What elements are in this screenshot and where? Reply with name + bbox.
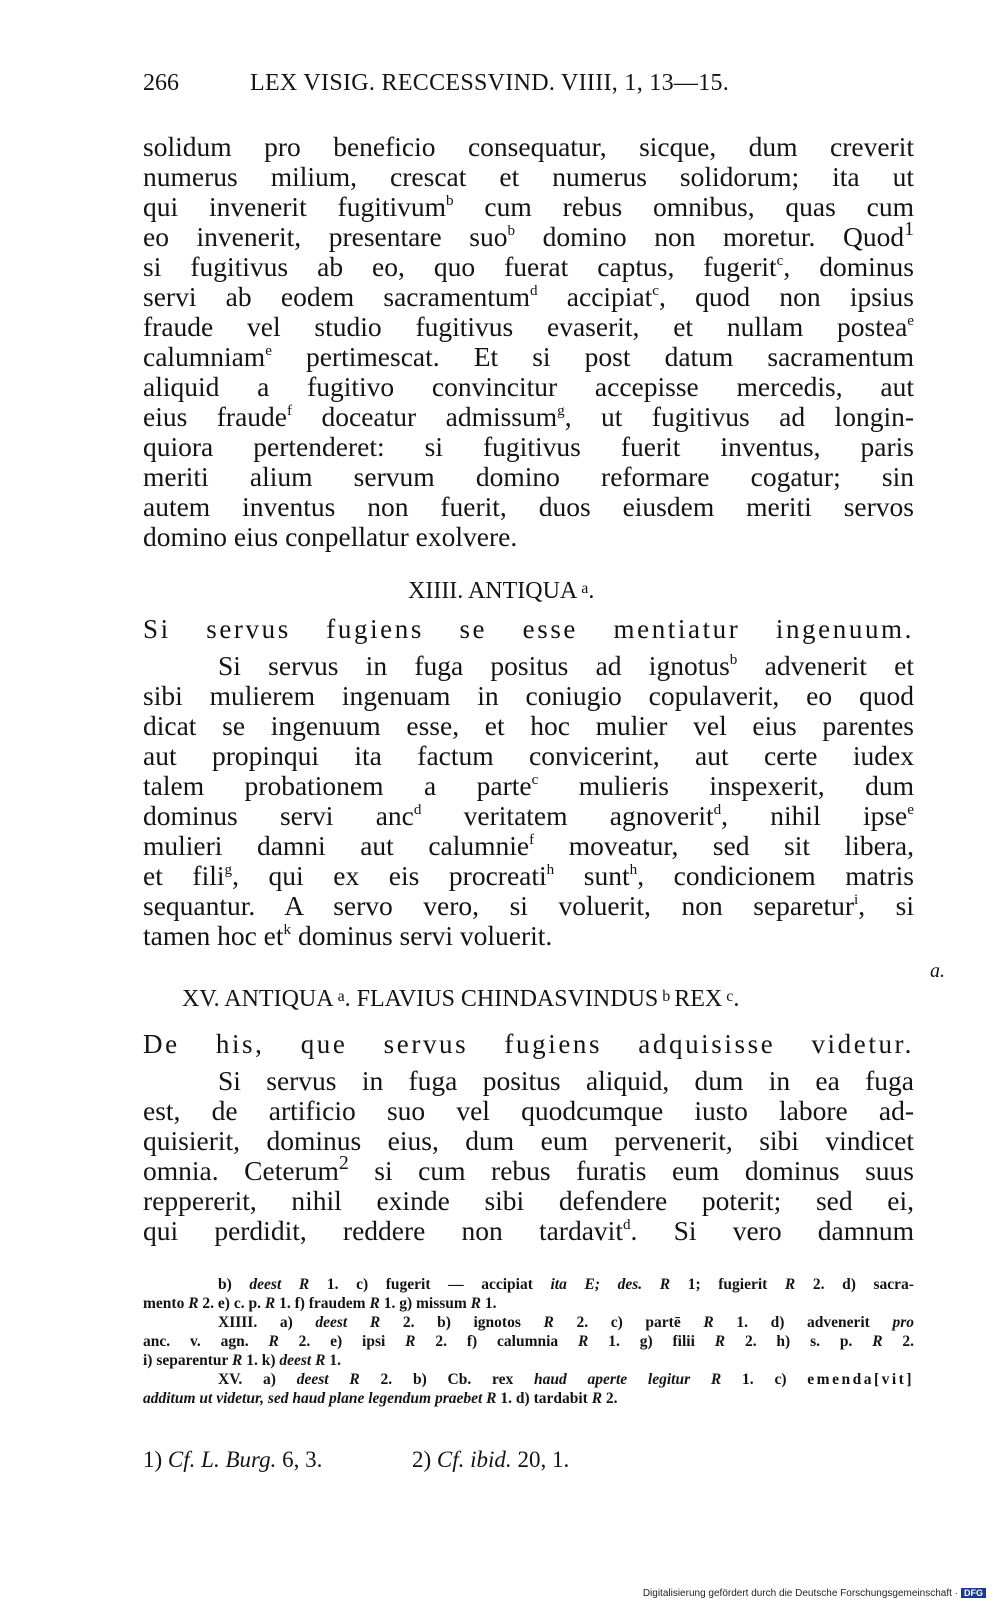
text-line: quiora pertenderet: si fugitivus fuerit inventus, paris <box>143 431 914 462</box>
text-line: dominus servi anc$^d$ veritatem agnoverit$^d$, nihil ipse$^e$ <box>143 800 914 831</box>
text-line: aliquid a fugitivo convincitur accepisse mercedis, aut <box>143 371 914 402</box>
text-line: meriti alium servum domino reformare cogatur; sin <box>143 461 914 492</box>
page-number: 266 <box>143 70 179 96</box>
text-line: qui invenerit fugitivum$^b$ cum rebus omnibus, quas cum <box>143 191 914 222</box>
text-line: Si servus in fuga positus ad ignotus$^b$ advenerit et <box>218 650 915 681</box>
text-line: eo invenerit, presentare suo$^b$ domino non moretur. Quod$^1$ <box>143 218 915 252</box>
text-line: aut propinqui ita factum convicerint, aut certe iudex <box>143 740 914 771</box>
chapter-heading: XV. ANTIQUA $^a$. FLAVIUS CHINDASVINDUS $^b$ REX $^c$. <box>182 986 740 1012</box>
text-line: tamen hoc $et^k$ dominus servi voluerit. <box>143 920 553 951</box>
apparatus-line: XV. a) deest R 2. b) Cb. rex haud aperte legitur R 1. c) emenda[vit] <box>218 1371 914 1388</box>
apparatus-line: b) deest R 1. c) fugerit — accipiat ita E; des. R 1; fugierit R 2. d) sacra- <box>218 1276 914 1293</box>
text-line: sibi mulierem ingenuam in coniugio copulaverit, eo quod <box>143 680 914 711</box>
text-line: fraude vel studio fugitivus evaserit, et nullam postea$^e$ <box>143 311 914 342</box>
text-line: servi ab eodem sacramentum$^d$ accipiat$^c$, quod non ipsius <box>143 281 915 312</box>
text-line: quisierit, dominus eius, dum eum pervenerit, sibi vindicet <box>143 1125 914 1156</box>
apparatus-line: additum ut videtur, sed haud plane legendum praebet R 1. d) tardabit R 2. <box>143 1390 618 1407</box>
text-line: si fugitivus ab eo, quo fuerat captus, fugerit$^c$, dominus <box>143 251 914 282</box>
text-line: dicat se ingenuum esse, et hoc mulier vel eius parentes <box>143 710 914 741</box>
apparatus-line: i) separentur R 1. k) deest R 1. <box>143 1352 341 1369</box>
apparatus-line: mento R 2. e) c. p. R 1. f) fraudem R 1. g) missum R 1. <box>143 1295 497 1312</box>
reference-note: 2) Cf. ibid. 20, 1. <box>412 1447 570 1472</box>
apparatus-line: anc. v. agn. R 2. e) ipsi R 2. f) calumnia R 1. g) filii R 2. h) s. p. R 2. <box>143 1333 915 1350</box>
text-line: domino eius conpellatur exolvere. <box>143 521 518 552</box>
text-line: sequantur. A servo vero, si voluerit, non separetur$^i$, si <box>143 890 915 921</box>
text-line: reppererit, nihil exinde sibi defendere poterit; sed ei, <box>143 1185 914 1216</box>
text-line: autem inventus non fuerit, duos eiusdem meriti servos <box>143 491 914 522</box>
text-line: numerus milium, crescat et numerus solidorum; ita ut <box>143 161 914 192</box>
text-line: Si servus in fuga positus aliquid, dum in ea fuga <box>218 1065 914 1096</box>
running-title: LEX VISIG. RECCESSVIND. VIIII, 1, 13—15. <box>250 70 730 96</box>
text-line: eius fraude$^f$ doceatur admissum$^g$, ut fugitivus ad longin- <box>143 401 914 432</box>
text-line: omnia. Ceterum$^2$ si cum rebus furatis eum dominus suus <box>143 1152 914 1186</box>
text-line: est, de artificio suo vel quodcumque iusto labore ad- <box>143 1095 914 1126</box>
text-line: et fili$^g$, qui ex eis procreati$^h$ sunt$^h$, condicionem matris <box>143 860 915 891</box>
margin-note: a. <box>930 960 945 982</box>
text-line: qui perdidit, reddere non tardavit$^d$. Si vero damnum <box>143 1215 914 1246</box>
dfg-logo: DFG <box>961 1588 986 1598</box>
chapter-rubric: Si servus fugiens se esse mentiatur ingenuum. <box>143 614 914 644</box>
apparatus-line: XIIII. a) deest R 2. b) ignotos R 2. c) partē R 1. d) advenerit pro <box>218 1314 915 1331</box>
text-line: talem probationem a parte$^c$ mulieris inspexerit, dum <box>143 770 914 801</box>
chapter-heading: XIIII. ANTIQUA $^a$. <box>408 578 595 604</box>
text-line: calumniam$^e$ pertimescat. Et si post datum sacramentum <box>143 341 914 372</box>
reference-note: 1) Cf. L. Burg. 6, 3. <box>143 1447 323 1472</box>
text-line: solidum pro beneficio consequatur, sicque, dum creverit <box>143 131 914 162</box>
chapter-rubric: De his, que servus fugiens adquisisse videtur. <box>143 1029 914 1059</box>
digitization-credit: Digitalisierung gefördert durch die Deutsche Forschungsgemeinschaft · DFG <box>643 1588 986 1599</box>
text-line: mulieri damni aut calumnie$^f$ moveatur, sed sit libera, <box>143 830 915 861</box>
